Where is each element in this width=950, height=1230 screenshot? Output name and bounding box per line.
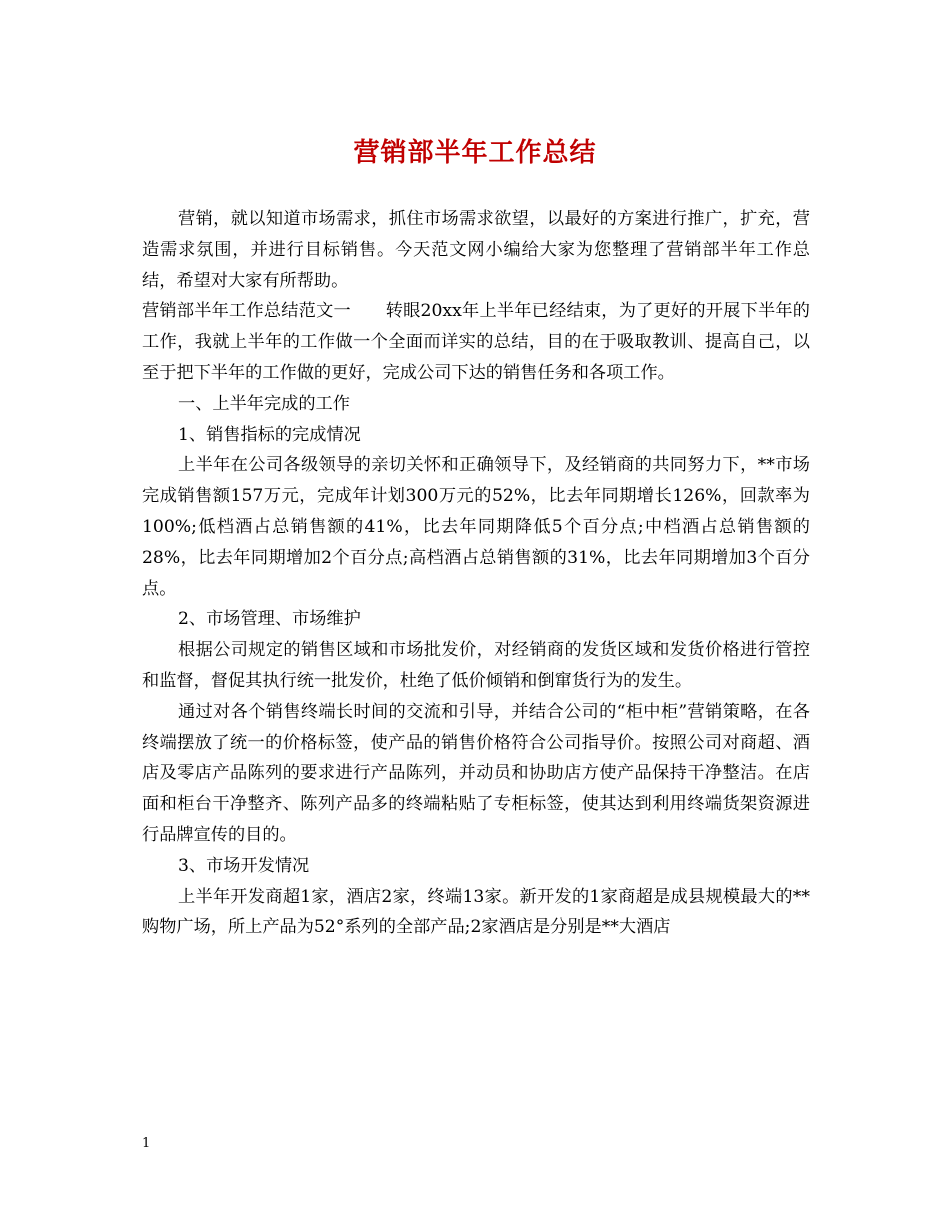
- section-heading-completed-work: 一、上半年完成的工作: [178, 393, 350, 414]
- document-body: [142, 204, 810, 943]
- subheading-market-development: 3、市场开发情况: [178, 855, 310, 876]
- market-development-paragraph: 上半年开发商超1家，酒店2家，终端13家。新开发的1家商超是成县规模最大的**购物广场，所上产品为52°系列的全部产品;2家酒店是分别是**大酒店: [142, 886, 810, 938]
- sales-targets-paragraph: 上半年在公司各级领导的亲切关怀和正确领导下，及经销商的共同努力下，**市场完成销售额157万元，完成年计划300万元的52%，比去年同期增长126%，回款率为100%;低档酒占总销售额的41%，比去年同期降低5个百分点;中档酒占总销售额的28%，比去年同期增加2个百分点;高档酒占总销售额的31%，比去年同期增加3个百分点。: [142, 455, 810, 599]
- subheading-sales-targets: 1、销售指标的完成情况: [178, 424, 361, 445]
- market-management-paragraph: 根据公司规定的销售区域和市场批发价，对经销商的发货区域和发货价格进行管控和监督，督促其执行统一批发价，杜绝了低价倾销和倒窜货行为的发生。: [142, 640, 810, 691]
- subheading-market-management: 2、市场管理、市场维护: [178, 609, 361, 630]
- sample-intro-paragraph: 营销部半年工作总结范文一 转眼20xx年上半年已经结束，为了更好的开展下半年的工作，我就上半年的工作做一个全面而详实的总结，目的在于吸取教训、提高自己，以至于把下半年的工作做的更好，完成公司下达的销售任务和各项工作。: [142, 301, 810, 383]
- terminal-guidance-paragraph: 通过对各个销售终端长时间的交流和引导，并结合公司的“柜中柜”营销策略，在各终端摆放了统一的价格标签，使产品的销售价格符合公司指导价。按照公司对商超、酒店及零店产品陈列的要求进行产品陈列，并动员和协助店方使产品保持干净整洁。在店面和柜台干净整齐、陈列产品多的终端粘贴了专柜标签，使其达到利用终端货架资源进行品牌宣传的目的。: [142, 701, 810, 845]
- intro-paragraph: 营销，就以知道市场需求，抓住市场需求欲望，以最好的方案进行推广，扩充，营造需求氛围，并进行目标销售。今天范文网小编给大家为您整理了营销部半年工作总结，希望对大家有所帮助。: [142, 209, 810, 291]
- page-number: 1: [142, 1136, 151, 1151]
- document-title: 营销部半年工作总结: [353, 138, 597, 168]
